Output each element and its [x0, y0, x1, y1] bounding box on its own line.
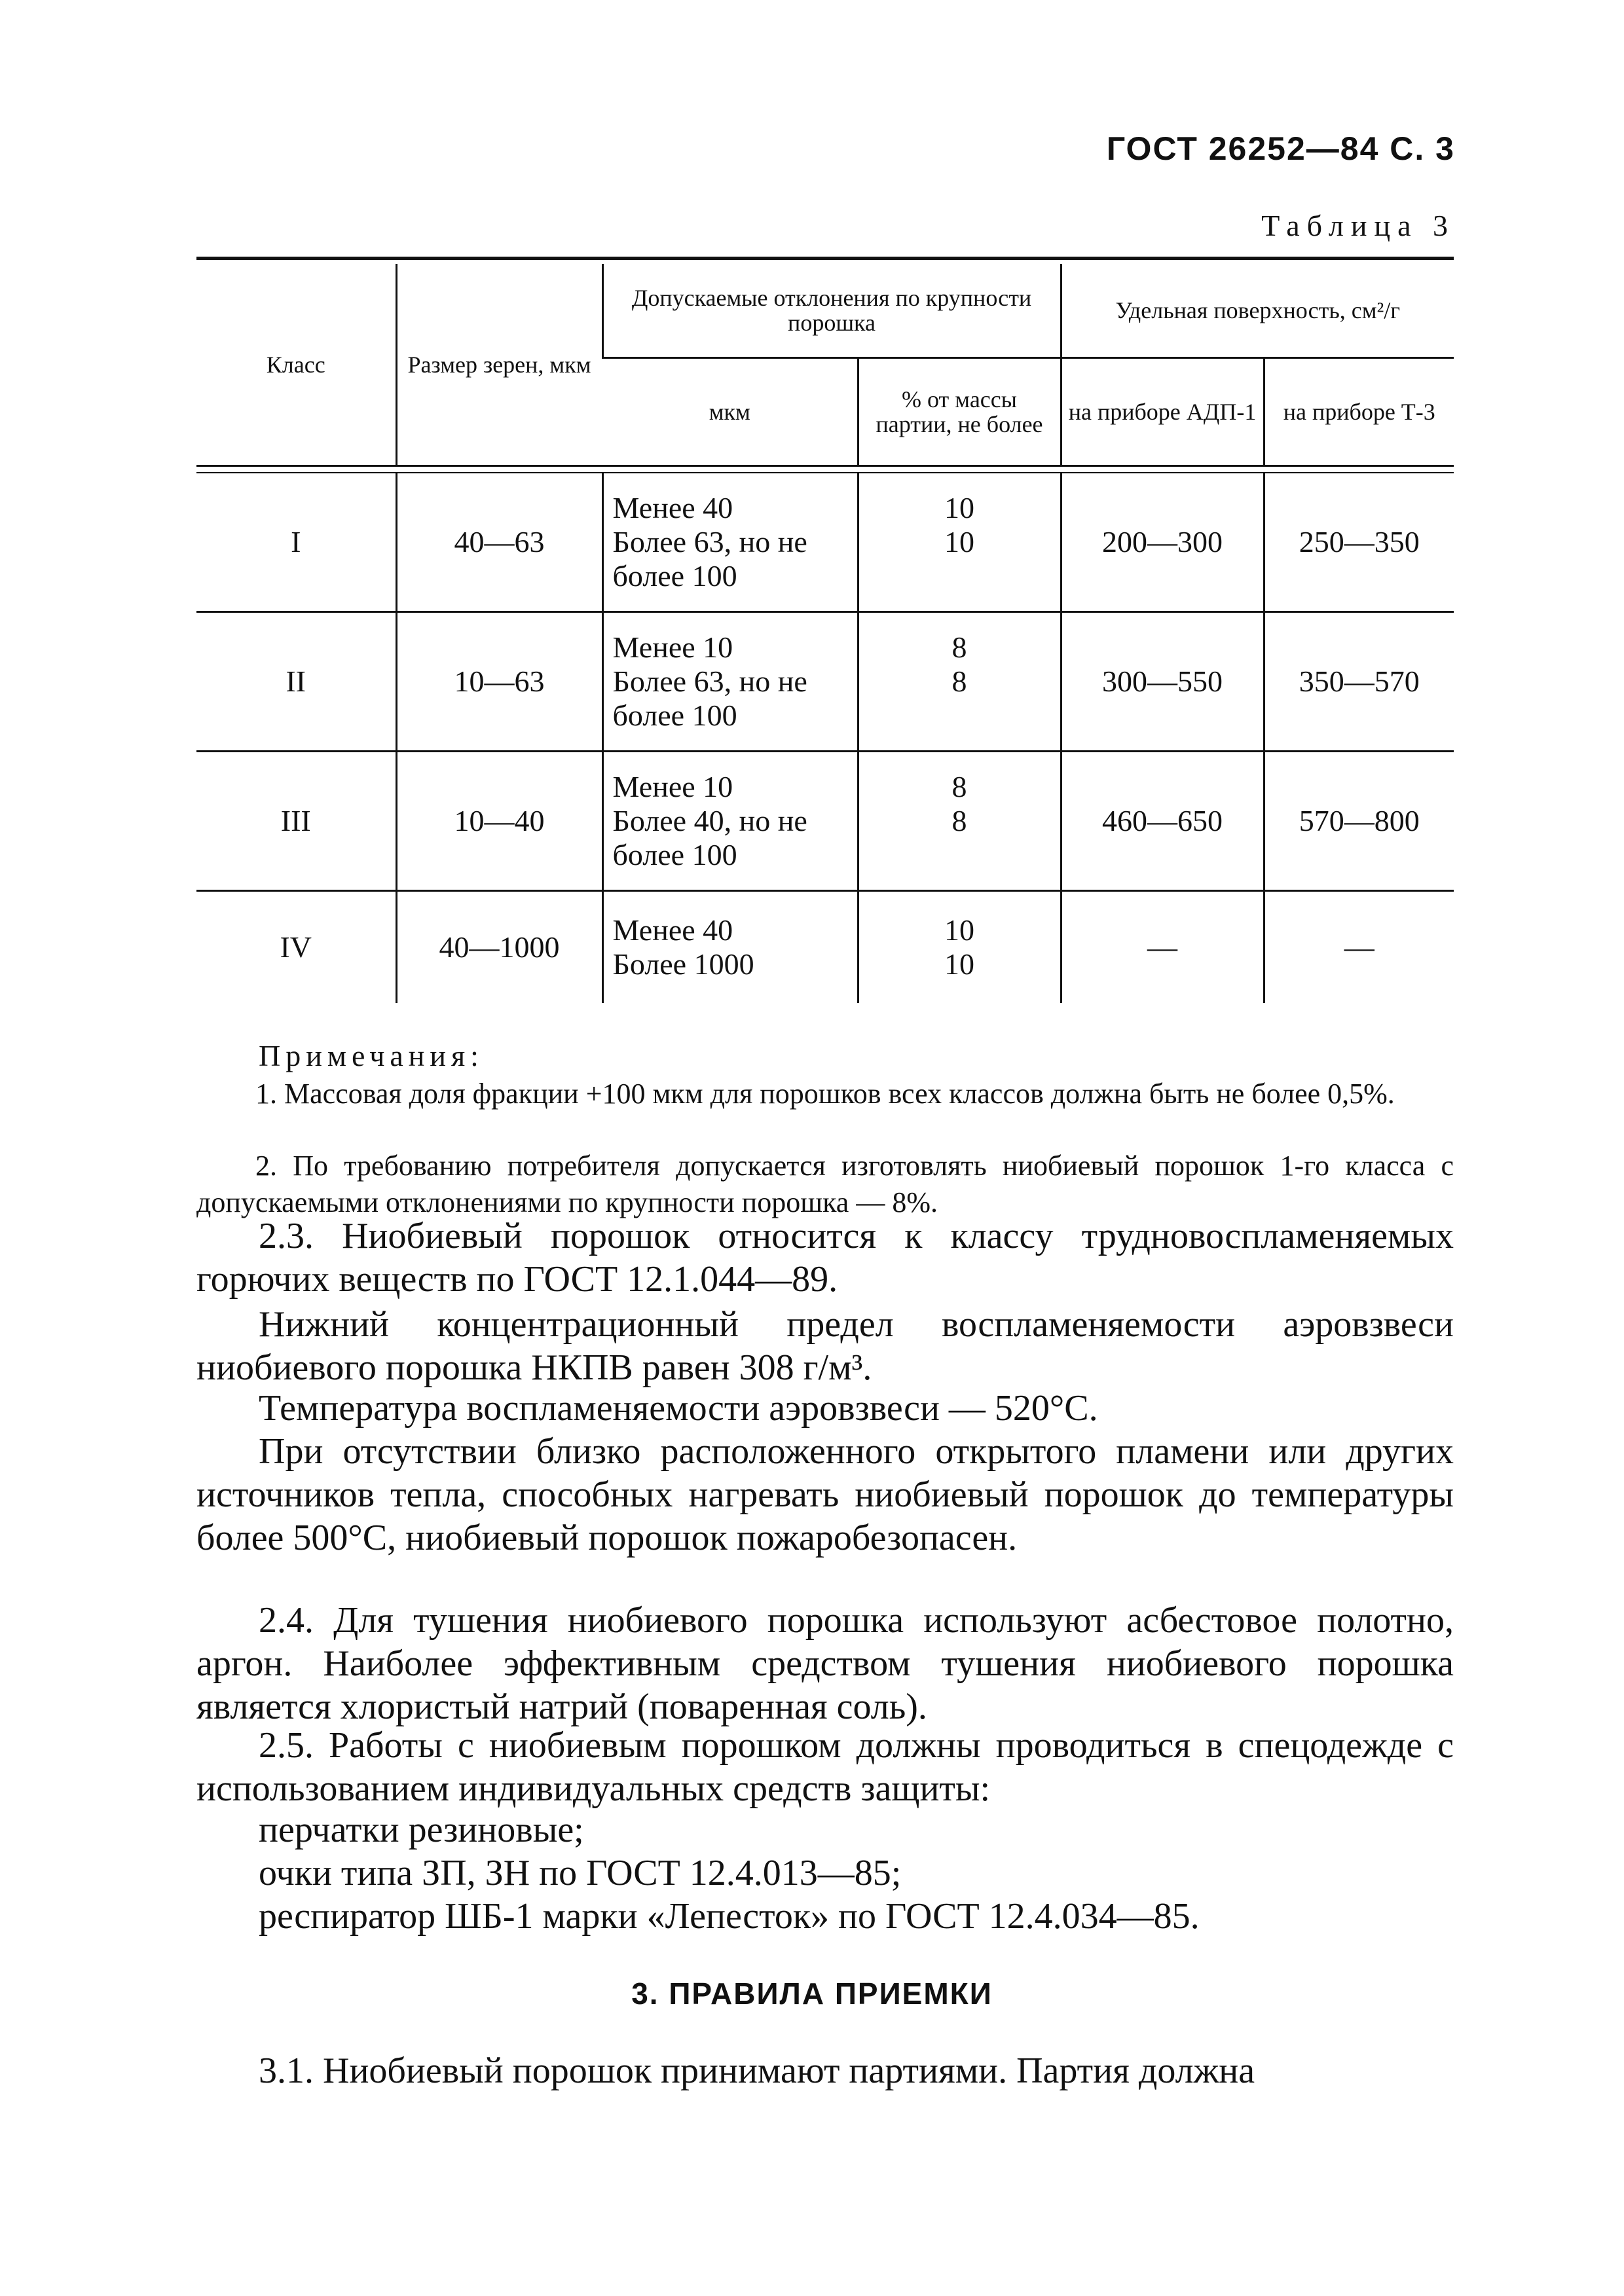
cell-t3: 350—570 [1264, 612, 1454, 752]
header-deviations-group: Допускаемые отклонения по крупности порошка [602, 264, 1061, 358]
cell-t3: 570—800 [1264, 752, 1454, 891]
table-caption: Таблица 3 [1261, 209, 1455, 242]
page-header-doc-ref: ГОСТ 26252—84 С. 3 [1106, 130, 1455, 167]
pct-line: 10 [944, 491, 974, 524]
paragraph-2-3: 2.3. Ниобиевый порошок относится к классу трудновоспламеняемых горючих веществ по ГОСТ 12.1.044—89. [196, 1216, 1454, 1300]
table-row [196, 891, 1454, 1004]
pct-line: 10 [944, 525, 974, 558]
cell-size: 40—1000 [396, 891, 602, 1004]
pct-line: 10 [944, 913, 974, 947]
paragraph-2-5: 2.5. Работы с ниобиевым порошком должны проводиться в спецодежде с использованием индивидуальных средств защиты: [196, 1725, 1454, 1809]
paragraph-absence: При отсутствии близко расположенного открытого пламени или других источников тепла, способных нагревать ниобиевый порошок до температуры более 500°С, ниобиевый порошок пожаробезопасен. [196, 1431, 1454, 1558]
deviation-line: Менее 10 [612, 770, 733, 803]
table-row [196, 612, 1454, 752]
note-item: 1. Массовая доля фракции +100 мкм для порошков всех классов должна быть не более 0,5%. [255, 1078, 1395, 1110]
cell-pct [858, 473, 1061, 612]
table-top-rule [196, 257, 1454, 260]
cell-t3: — [1264, 891, 1454, 1004]
header-class: Класс [266, 351, 325, 378]
cell-pct [858, 752, 1061, 891]
paragraph-3-1: 3.1. Ниобиевый порошок принимают партиями. Партия должна [259, 2050, 1255, 2091]
header-deviation-pct: % от массы партии, не более [858, 358, 1061, 465]
cell-pct [858, 612, 1061, 752]
cell-deviation [602, 752, 858, 891]
header-deviation-um: мкм [602, 358, 858, 465]
cell-size: 10—63 [396, 612, 602, 752]
cell-adp: 200—300 [1061, 473, 1264, 612]
table-row [196, 752, 1454, 891]
table-row [196, 473, 1454, 612]
cell-adp: — [1061, 891, 1264, 1004]
cell-t3: 250—350 [1264, 473, 1454, 612]
paragraph-temperature: Температура воспламеняемости аэровзвеси — 520°С. [259, 1388, 1098, 1429]
header-grain-size: Размер зерен, мкм [396, 264, 602, 465]
specification-table [196, 257, 1454, 1003]
list-item: очки типа ЗП, ЗН по ГОСТ 12.4.013—85; [259, 1853, 902, 1893]
note-item: 2. По требованию потребителя допускается изготовлять ниобиевый порошок 1-го класса с допускаемыми отклонениями по крупности порошка — 8%. [196, 1150, 1454, 1218]
notes-title: Примечания: [259, 1039, 484, 1072]
pct-line: 8 [951, 630, 967, 664]
deviation-line: Более 40, но не более 100 [612, 804, 807, 871]
deviation-line: Менее 40 [612, 491, 733, 524]
cell-class: III [196, 752, 396, 891]
pct-line: 10 [944, 947, 974, 981]
table-header-rule [196, 465, 1454, 467]
cell-class: IV [280, 930, 312, 964]
pct-line: 8 [951, 665, 967, 698]
pct-line: 8 [951, 770, 967, 803]
table-header [196, 264, 1454, 465]
section-title: 3. ПРАВИЛА ПРИЕМКИ [631, 1977, 993, 2011]
cell-adp: 300—550 [1061, 612, 1264, 752]
cell-deviation [602, 473, 858, 612]
cell-class: II [196, 612, 396, 752]
list-item: респиратор ШБ-1 марки «Лепесток» по ГОСТ 12.4.034—85. [259, 1896, 1200, 1937]
deviation-line: Менее 40 [612, 913, 733, 947]
cell-deviation [602, 612, 858, 752]
header-t3: на приборе Т-3 [1264, 358, 1454, 465]
paragraph-nkpv: Нижний концентрационный предел воспламеняемости аэровзвеси ниобиевого порошка НКПВ равен 308 г/м³. [196, 1304, 1454, 1388]
cell-class: I [196, 473, 396, 612]
pct-line: 8 [951, 804, 967, 837]
cell-size: 10—40 [396, 752, 602, 891]
cell-size: 40—63 [396, 473, 602, 612]
header-surface-group: Удельная поверхность, см²/г [1061, 264, 1454, 358]
cell-adp: 460—650 [1061, 752, 1264, 891]
table-body [196, 473, 1454, 1003]
header-adp: на приборе АДП-1 [1061, 358, 1264, 465]
cell-pct [858, 891, 1061, 1004]
deviation-line: Более 63, но не более 100 [612, 665, 807, 732]
deviation-line: Более 1000 [612, 947, 754, 981]
list-item: перчатки резиновые; [259, 1810, 584, 1850]
cell-deviation [602, 891, 858, 1004]
deviation-line: Менее 10 [612, 630, 733, 664]
paragraph-2-4: 2.4. Для тушения ниобиевого порошка используют асбестовое полотно, аргон. Наиболее эффективным средством тушения ниобиевого порошка является хлористый натрий (поваренная соль). [196, 1600, 1454, 1727]
deviation-line: Более 63, но не более 100 [612, 525, 807, 592]
